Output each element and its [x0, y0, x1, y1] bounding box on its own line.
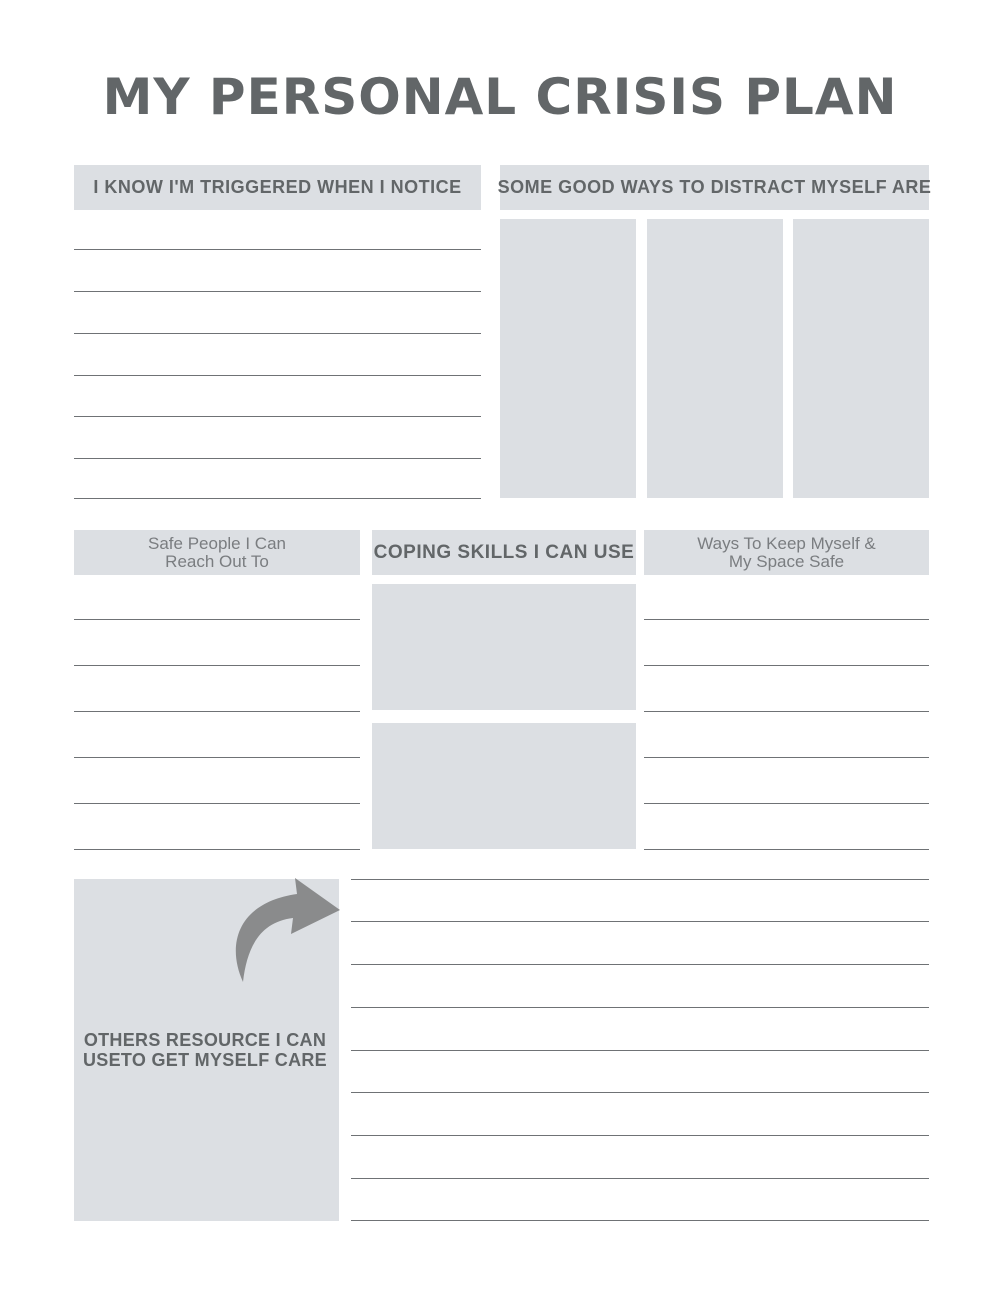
distractions-heading: SOME GOOD WAYS TO DISTRACT MYSELF ARE: [500, 165, 929, 210]
curved-arrow-right-icon: [225, 872, 345, 987]
triggers-line[interactable]: [74, 498, 481, 499]
keep-safe-heading: [644, 530, 929, 575]
resources-line[interactable]: [351, 1092, 929, 1093]
triggers-heading: I KNOW I'M TRIGGERED WHEN I NOTICE: [74, 165, 481, 210]
safe-people-line[interactable]: [74, 665, 360, 666]
resources-line[interactable]: [351, 921, 929, 922]
keep-safe-line[interactable]: [644, 757, 929, 758]
triggers-line[interactable]: [74, 375, 481, 376]
keep-safe-line[interactable]: [644, 619, 929, 620]
resources-line[interactable]: [351, 879, 929, 880]
resources-line[interactable]: [351, 964, 929, 965]
safe-people-line[interactable]: [74, 619, 360, 620]
safe-people-line[interactable]: [74, 757, 360, 758]
resources-line[interactable]: [351, 1007, 929, 1008]
distraction-box-1[interactable]: [500, 219, 636, 498]
coping-skill-box-1[interactable]: [372, 584, 636, 710]
distraction-box-2[interactable]: [647, 219, 783, 498]
triggers-line[interactable]: [74, 416, 481, 417]
keep-safe-line[interactable]: [644, 665, 929, 666]
coping-skill-box-2[interactable]: [372, 723, 636, 849]
page-title: MY PERSONAL CRISIS PLAN: [102, 68, 898, 126]
keep-safe-heading-text: Ways To Keep Myself & My Space Safe: [697, 533, 876, 571]
resources-heading: OTHERS RESOURCE I CAN USETO GET MYSELF CARE: [83, 1030, 327, 1070]
triggers-line[interactable]: [74, 249, 481, 250]
keep-safe-line[interactable]: [644, 711, 929, 712]
resources-line[interactable]: [351, 1050, 929, 1051]
safe-people-line[interactable]: [74, 803, 360, 804]
triggers-line[interactable]: [74, 291, 481, 292]
triggers-line[interactable]: [74, 333, 481, 334]
safe-people-heading: [74, 530, 360, 575]
safe-people-heading-text: Safe People I Can Reach Out To: [148, 533, 286, 571]
keep-safe-line[interactable]: [644, 849, 929, 850]
coping-skills-heading: COPING SKILLS I CAN USE: [372, 530, 636, 575]
resources-line[interactable]: [351, 1178, 929, 1179]
keep-safe-line[interactable]: [644, 803, 929, 804]
safe-people-line[interactable]: [74, 849, 360, 850]
resources-line[interactable]: [351, 1220, 929, 1221]
resources-line[interactable]: [351, 1135, 929, 1136]
triggers-line[interactable]: [74, 458, 481, 459]
safe-people-line[interactable]: [74, 711, 360, 712]
distraction-box-3[interactable]: [793, 219, 929, 498]
